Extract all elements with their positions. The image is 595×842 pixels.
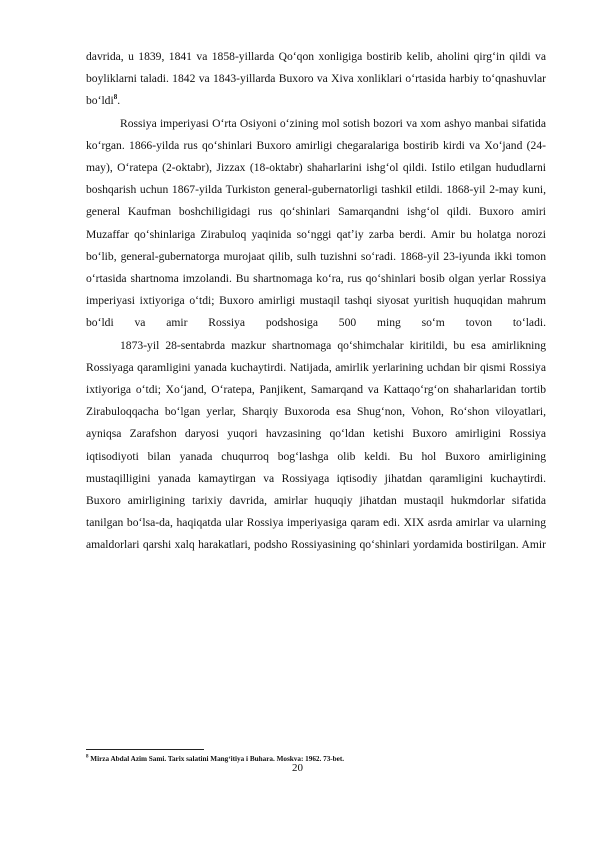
footnote-number: 8 <box>86 754 89 760</box>
paragraph-1-tail: . <box>117 94 121 108</box>
footnote-divider <box>86 749 204 750</box>
page-number: 20 <box>292 762 303 774</box>
paragraph-1 <box>86 46 546 113</box>
paragraph-3: 1873-yil 28-sentabrda mazkur shartnomaga qoʻshimchalar kiritildi, bu esa amirlikning Rossiyaga qaramligini yanada kuchaytirdi. Natijada, amirlik yerlarining uchdan bir qismi Rossiya ixtiyoriga oʻtdi; Xoʻjand, Oʻratepa, Panjikent, Samarqand va Kattaqoʻrgʻon shaharlaridan tortib Zirabuloqqacha boʻlgan yerlar, Sharqiy Buxoroda esa Shugʻnon, Vohon, Roʻshon viloyatlari, ayniqsa Zarafshon daryosi yuqori havzasining qoʻldan ketishi Buxoro amirligini Rossiya iqtisodiyoti bilan yanada chuqurroq bogʻlashga olib keldi. Bu hol Buxoro amirligining mustaqilligini yanada kamaytirgan va Rossiyaga iqtisodiy jihatdan qaramligini kuchaytirdi. Buxoro amirligining tarixiy davrida, amirlar huquqiy jihatdan mustaqil hukmdorlar sifatida tanilgan boʻlsa-da, haqiqatda ular Rossiya imperiyasiga qaram edi. XIX asrda amirlar va ularning amaldorlari qarshi xalq harakatlari, podsho Rossiyasining qoʻshinlari yordamida bostirilgan. Amir <box>86 338 546 552</box>
body-text <box>86 46 546 557</box>
paragraph-1-text: davrida, u 1839, 1841 va 1858-yillarda Qoʻqon xonligiga bostirib kelib, aholini qirgʻin qildi va boyliklarni taladi. 1842 va 1843-yillarda Buxoro va Xiva xonliklari oʻrtasida harbiy toʻqnashuvlar boʻldi <box>86 50 546 108</box>
footnote-reference: 8 <box>113 93 118 102</box>
footnote-text: Mirza Abdal Azim Sami. Tarix salatini Mangʻitiya i Buhara. Moskva: 1962. 73-bet. <box>90 755 345 763</box>
paragraph-2: Rossiya imperiyasi Oʻrta Osiyoni oʻzining mol sotish bozori va xom ashyo manbai sifatida koʻrgan. 1866-yilda rus qoʻshinlari Buxoro amirligi chegaralariga bostirib kirdi va Xoʻjand (24-may), Oʻratepa (2-oktabr), Jizzax (18-oktabr) shaharlarini ishgʻol qildi. Istilo etilgan hududlarni boshqarish uchun 1867-yilda Turkiston general-gubernatorligi tashkil etildi. 1868-yil 2-may kuni, general Kaufman boshchiligidagi rus qoʻshinlari Samarqandni ishgʻol qildi. Buxoro amiri Muzaffar qoʻshinlariga Zirabuloq yaqinida soʻnggi qatʼiy zarba berdi. Amir bu holatga norozi boʻlib, general-gubernatorga murojaat qilib, sulh tuzishni soʻradi. 1868-yil 23-iyunda ikki tomon oʻrtasida shartnoma imzolandi. Bu shartnomaga koʻra, rus qoʻshinlari bosib olgan yerlar Rossiya imperiyasi ixtiyoriga oʻtdi; Buxoro amirligi mustaqil tashqi siyosat yuritish huquqidan mahrum boʻldi va amir Rossiya podshosiga 500 ming soʻm tovon toʻladi. <box>86 116 546 330</box>
